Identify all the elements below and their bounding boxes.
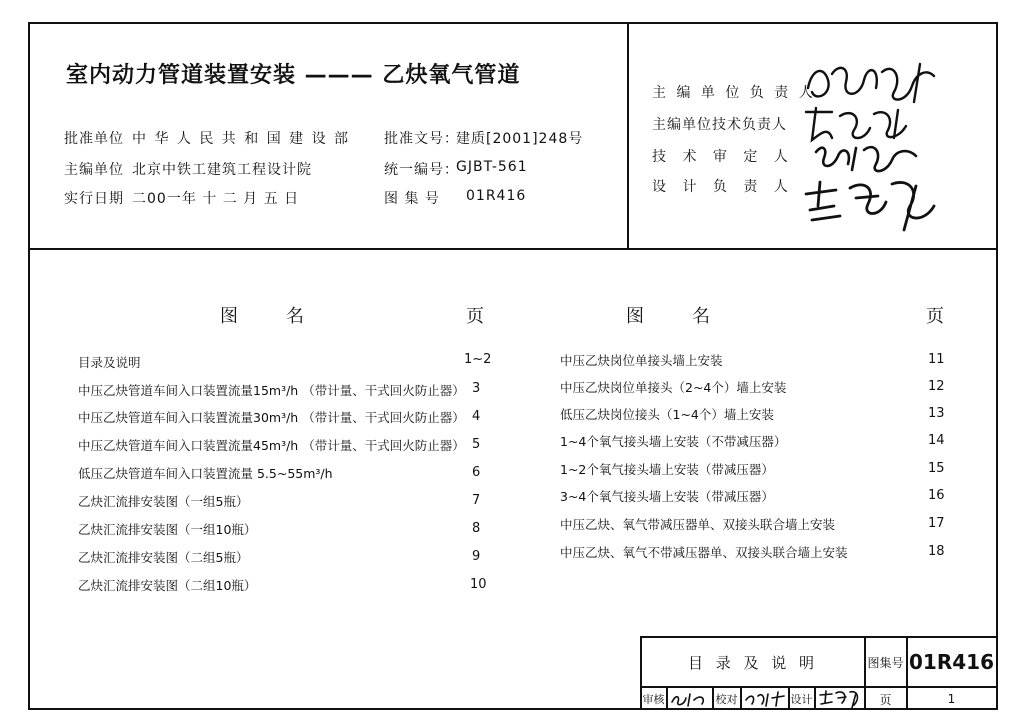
title-block-review-label: 审核 <box>642 693 665 706</box>
approve-unit: 中 华 人 民 共 和 国 建 设 部 <box>132 131 351 147</box>
title-block-review-signature <box>670 690 710 708</box>
editor-unit: 北京中铁工建筑工程设计院 <box>132 162 312 178</box>
toc-left-row-1-name: 目录及说明 <box>78 355 141 370</box>
toc-left-row-3-name: 中压乙炔管道车间入口装置流量30m³/h （带计量、干式回火防止器） <box>78 410 465 425</box>
toc-right-row-8-name: 中压乙炔、氧气不带减压器单、双接头联合墙上安装 <box>560 545 848 560</box>
toc-left-row-7-page: 8 <box>472 521 481 536</box>
toc-left-row-3-page: 4 <box>472 409 481 424</box>
title-block-drawing-title: 目 录 及 说 明 <box>687 653 819 672</box>
toc-left-col-name: 图 名 <box>220 306 308 327</box>
approval-doc: 建质[2001]248号 <box>456 131 584 147</box>
signature-reviewer <box>812 140 922 176</box>
toc-left-row-4-name: 中压乙炔管道车间入口装置流量45m³/h （带计量、干式回火防止器） <box>78 438 465 453</box>
toc-left-row-5-name: 低压乙炔管道车间入口装置流量 5.5~55m³/h <box>78 466 333 481</box>
toc-right-row-2-page: 12 <box>928 379 945 394</box>
toc-left-row-2-name: 中压乙炔管道车间入口装置流量15m³/h （带计量、干式回火防止器） <box>78 383 465 398</box>
toc-left-row-9-name: 乙炔汇流排安装图（二组10瓶） <box>78 578 257 593</box>
toc-right-col-name: 图 名 <box>626 306 714 327</box>
toc-right-row-6-page: 16 <box>928 488 945 503</box>
toc-right-row-3-page: 13 <box>928 406 945 421</box>
toc-right-row-1-name: 中压乙炔岗位单接头墙上安装 <box>560 353 723 368</box>
atlas-no-label: 图 集 号 <box>384 191 440 207</box>
effective-date: 二00一年 十 二 月 五 日 <box>132 191 300 207</box>
toc-left-row-5-page: 6 <box>472 465 481 480</box>
title-block-atlas-label: 图集号 <box>867 655 904 670</box>
toc-right-col-page: 页 <box>926 306 948 327</box>
unified-no: GJBT-561 <box>456 159 528 175</box>
title-block-atlas-no: 01R416 <box>909 650 994 674</box>
responsibility-item-tech-lead: 主编单位技术负责人 <box>652 117 787 133</box>
toc-left-col-page: 页 <box>466 306 488 327</box>
header-divider <box>28 248 998 250</box>
responsibility-item-chief-editor: 主 编 单 位 负 责 人 <box>652 85 816 101</box>
toc-right-row-4-name: 1~4个氧气接头墙上安装（不带减压器） <box>560 434 787 449</box>
signature-divider <box>627 22 629 248</box>
toc-left-row-1-page: 1~2 <box>464 352 492 367</box>
toc-right-row-6-name: 3~4个氧气接头墙上安装（带减压器） <box>560 489 774 504</box>
toc-right-row-3-name: 低压乙炔岗位接头（1~4个）墙上安装 <box>560 407 774 422</box>
toc-left-row-8-name: 乙炔汇流排安装图（二组5瓶） <box>78 550 249 565</box>
title-block-divider-5 <box>740 686 742 710</box>
effective-date-label: 实行日期 <box>64 191 124 207</box>
approval-doc-label: 批准文号： <box>384 131 459 147</box>
title-block-page-label: 页 <box>879 692 892 707</box>
title-block-design-label: 设计 <box>790 693 813 706</box>
title-block-divider-7 <box>814 686 816 710</box>
toc-left-row-4-page: 5 <box>472 437 481 452</box>
title-block-check-label: 校对 <box>715 693 738 706</box>
signature-chief-editor <box>802 58 942 110</box>
document-title: 室内动力管道装置安装 ——— 乙炔氧气管道 <box>66 63 521 88</box>
responsibility-item-designer: 设 计 负 责 人 <box>652 179 794 195</box>
toc-left-row-6-page: 7 <box>472 493 481 508</box>
toc-right-row-5-page: 15 <box>928 461 945 476</box>
toc-left-row-2-page: 3 <box>472 381 481 396</box>
approve-unit-label: 批准单位 <box>64 131 124 147</box>
signature-designer <box>800 176 940 234</box>
title-block-check-signature <box>744 690 786 708</box>
unified-no-label: 统一编号： <box>384 162 459 178</box>
editor-unit-label: 主编单位 <box>64 162 124 178</box>
toc-right-row-8-page: 18 <box>928 544 945 559</box>
toc-left-row-6-name: 乙炔汇流排安装图（一组5瓶） <box>78 494 249 509</box>
toc-right-row-4-page: 14 <box>928 433 945 448</box>
atlas-no: 01R416 <box>466 188 527 204</box>
toc-right-row-5-name: 1~2个氧气接头墙上安装（带减压器） <box>560 462 774 477</box>
toc-left-row-9-page: 10 <box>470 577 487 592</box>
toc-left-row-8-page: 9 <box>472 549 481 564</box>
toc-right-row-1-page: 11 <box>928 352 945 367</box>
toc-right-row-7-name: 中压乙炔、氧气带减压器单、双接头联合墙上安装 <box>560 517 836 532</box>
toc-left-row-7-name: 乙炔汇流排安装图（一组10瓶） <box>78 522 257 537</box>
title-block-design-signature <box>818 689 862 709</box>
responsibility-item-reviewer: 技 术 审 定 人 <box>652 149 794 165</box>
title-block-page-no: 1 <box>947 692 956 706</box>
title-block-divider-3 <box>666 686 668 710</box>
toc-right-row-7-page: 17 <box>928 516 945 531</box>
toc-right-row-2-name: 中压乙炔岗位单接头（2~4个）墙上安装 <box>560 380 787 395</box>
